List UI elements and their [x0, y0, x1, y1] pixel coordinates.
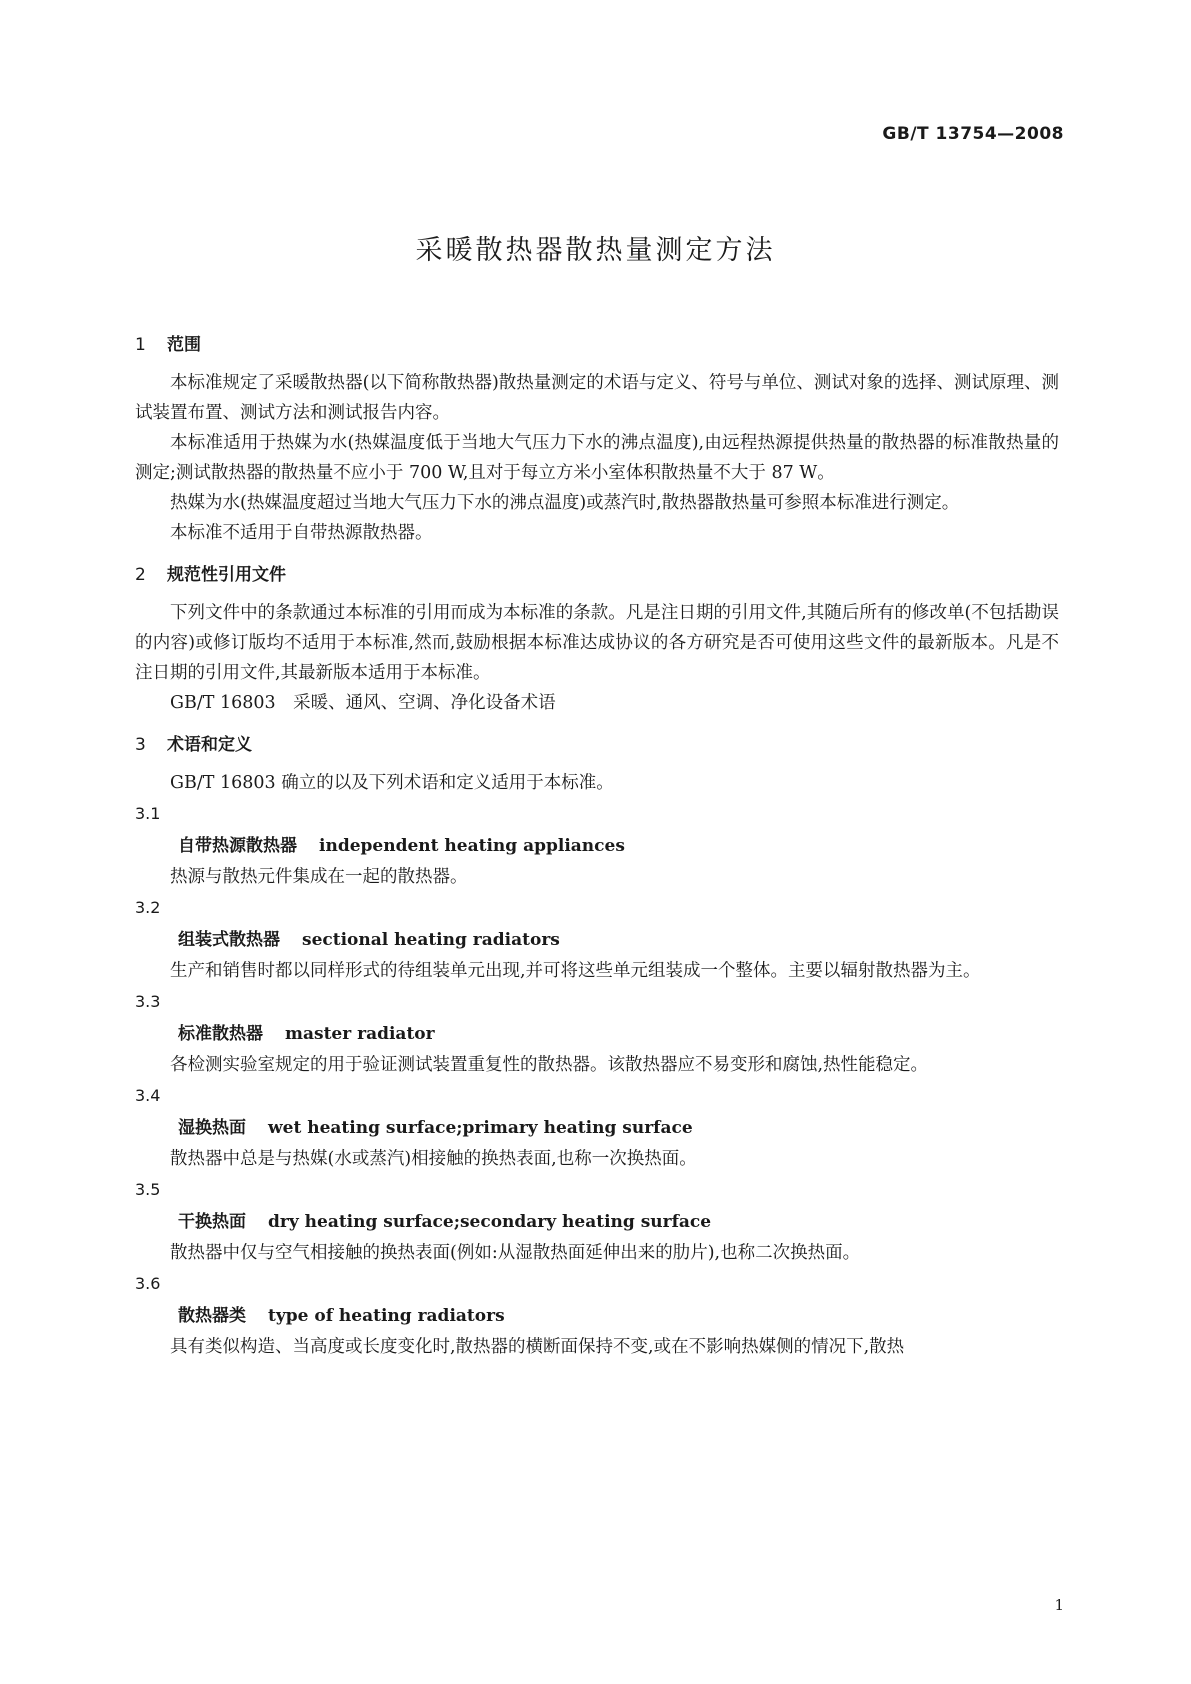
section-heading-terms-and-definitions: [135, 730, 1059, 760]
term-chinese: 干换热面: [178, 1212, 246, 1232]
term-english: dry heating surface;secondary heating surface: [268, 1212, 712, 1232]
term-english: wet heating surface;primary heating surface: [268, 1118, 693, 1138]
term-english: type of heating radiators: [268, 1306, 505, 1326]
term-entry: [135, 1080, 1059, 1174]
term-entry: [135, 1268, 1059, 1362]
reference-entry: GB/T 16803 采暖、通风、空调、净化设备术语: [170, 693, 556, 713]
section-number: 1: [135, 335, 146, 355]
paragraph: 本标准不适用于自带热源散热器。: [170, 523, 433, 543]
clause-number: 3.3: [135, 992, 161, 1011]
term-definition: 散热器中仅与空气相接触的换热表面(例如:从湿散热面延伸出来的肋片),也称二次换热面。: [170, 1243, 861, 1263]
document-body: [135, 330, 1059, 1362]
term-definition: 热源与散热元件集成在一起的散热器。: [170, 867, 468, 887]
clause-number: 3.1: [135, 804, 161, 823]
paragraph: 下列文件中的条款通过本标准的引用而成为本标准的条款。凡是注日期的引用文件,其随后所有的修改单(不包括勘误的内容)或修订版均不适用于本标准,然而,鼓励根据本标准达成协议的各方研究是否可使用这些文件的最新版本。凡是不注日期的引用文件,其最新版本适用于本标准。: [135, 603, 1059, 683]
term-english: master radiator: [285, 1024, 435, 1044]
term-title: [135, 1018, 1059, 1050]
term-definition: 各检测实验室规定的用于验证测试装置重复性的散热器。该散热器应不易变形和腐蚀,热性能稳定。: [170, 1055, 929, 1075]
term-english: sectional heating radiators: [302, 930, 560, 950]
term-definition: 生产和销售时都以同样形式的待组装单元出现,并可将这些单元组装成一个整体。主要以辐射散热器为主。: [170, 961, 981, 981]
clause-number: 3.5: [135, 1180, 161, 1199]
term-chinese: 组装式散热器: [178, 930, 280, 950]
document-title: 采暖散热器散热量测定方法: [415, 235, 776, 266]
term-entry: [135, 892, 1059, 986]
paragraph: GB/T 16803 确立的以及下列术语和定义适用于本标准。: [170, 773, 614, 793]
term-definition: 散热器中总是与热媒(水或蒸汽)相接触的换热表面,也称一次换热面。: [170, 1149, 697, 1169]
standard-code: GB/T 13754—2008: [882, 124, 1064, 144]
term-title: [135, 924, 1059, 956]
term-title: [135, 1112, 1059, 1144]
section-title: 范围: [167, 335, 201, 355]
section-heading-scope: [135, 330, 1059, 360]
term-chinese: 湿换热面: [178, 1118, 246, 1138]
term-english: independent heating appliances: [319, 836, 625, 856]
term-title: [135, 830, 1059, 862]
term-chinese: 标准散热器: [178, 1024, 263, 1044]
term-definition: 具有类似构造、当高度或长度变化时,散热器的横断面保持不变,或在不影响热媒侧的情况下,散热: [170, 1337, 905, 1357]
term-chinese: 散热器类: [178, 1306, 246, 1326]
paragraph: 本标准适用于热媒为水(热媒温度低于当地大气压力下水的沸点温度),由远程热源提供热量的散热器的标准散热量的测定;测试散热器的散热量不应小于 700 W,且对于每立方米小室体积散热量不大于 87 W。: [135, 433, 1059, 483]
clause-number: 3.6: [135, 1274, 161, 1293]
section-heading-normative-references: [135, 560, 1059, 590]
page-number: 1: [1054, 1596, 1064, 1614]
term-entry: [135, 986, 1059, 1080]
paragraph: 本标准规定了采暖散热器(以下简称散热器)散热量测定的术语与定义、符号与单位、测试对象的选择、测试原理、测试装置布置、测试方法和测试报告内容。: [135, 373, 1059, 423]
paragraph: 热媒为水(热媒温度超过当地大气压力下水的沸点温度)或蒸汽时,散热器散热量可参照本标准进行测定。: [170, 493, 960, 513]
clause-number: 3.2: [135, 898, 161, 917]
section-number: 2: [135, 565, 146, 585]
section-title: 术语和定义: [167, 735, 252, 755]
term-entry: [135, 798, 1059, 892]
term-entry: [135, 1174, 1059, 1268]
term-title: [135, 1300, 1059, 1332]
term-title: [135, 1206, 1059, 1238]
term-chinese: 自带热源散热器: [178, 836, 297, 856]
clause-number: 3.4: [135, 1086, 161, 1105]
section-number: 3: [135, 735, 146, 755]
section-title: 规范性引用文件: [167, 565, 286, 585]
